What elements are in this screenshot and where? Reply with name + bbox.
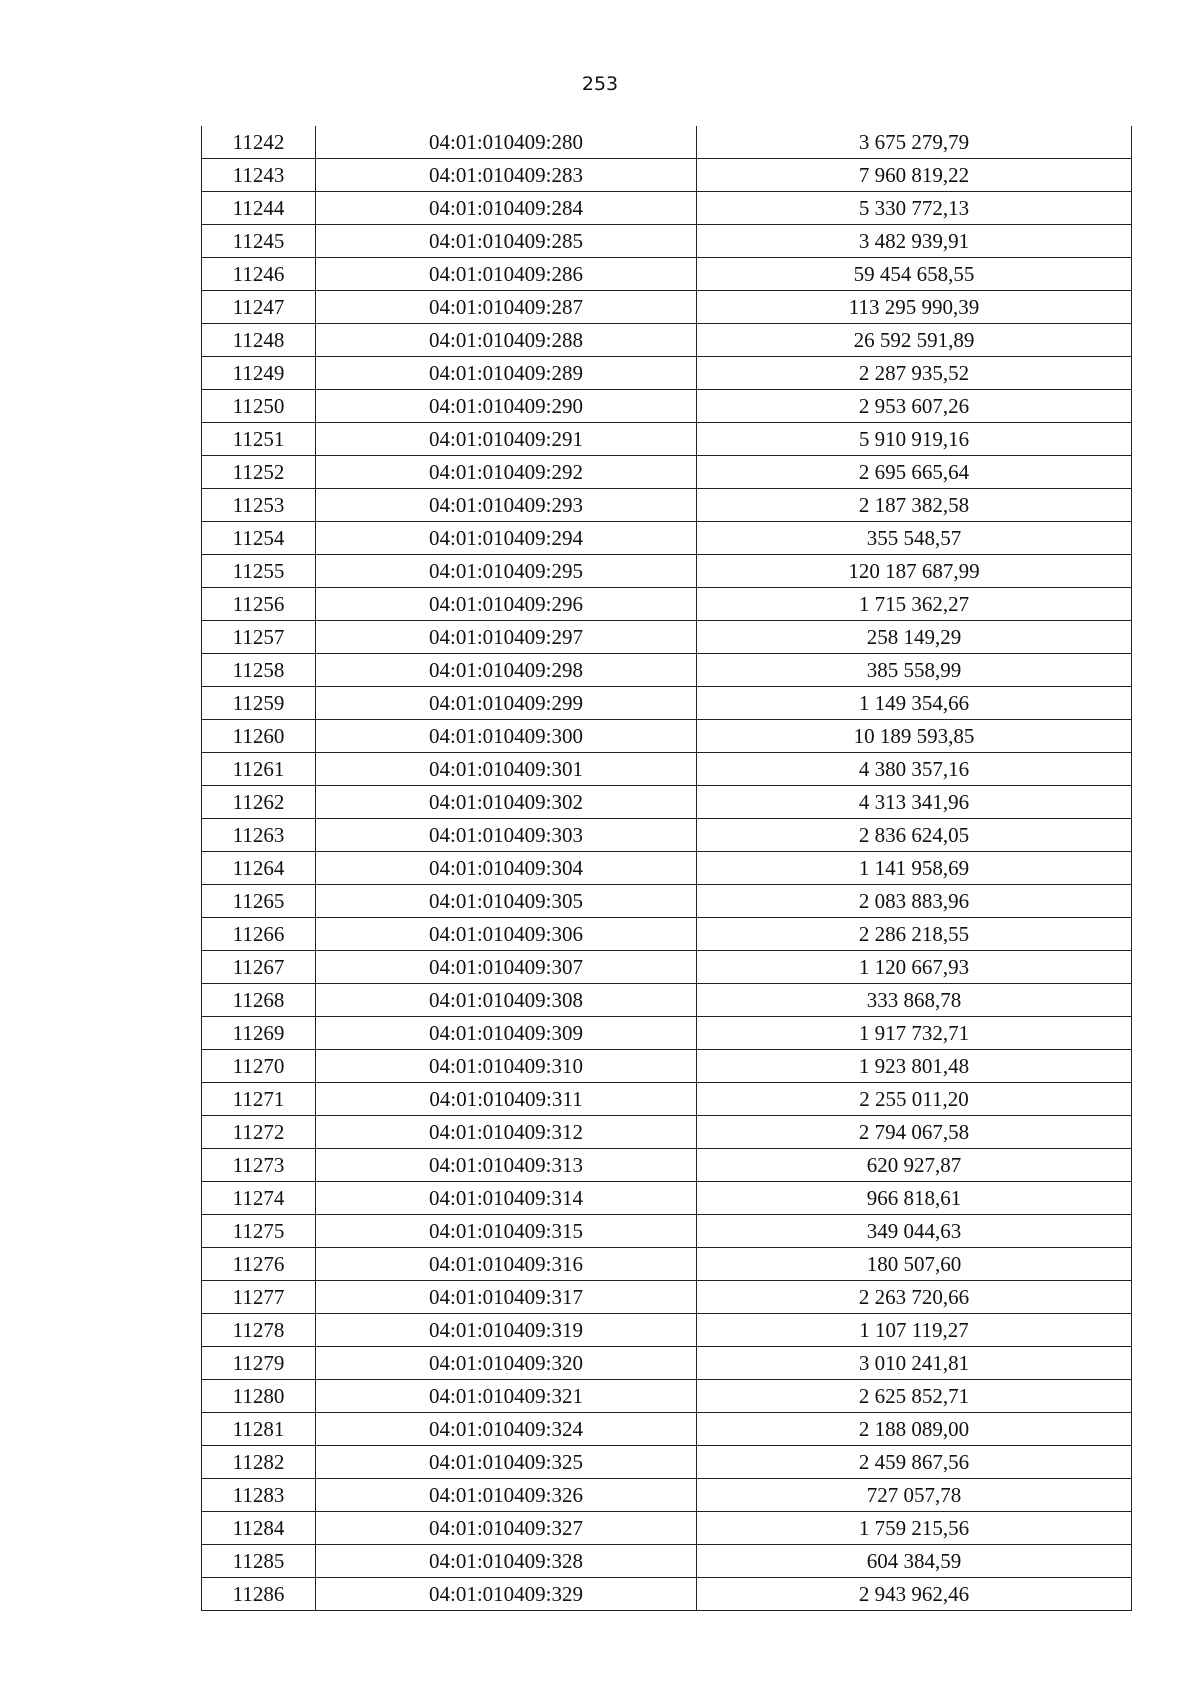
table-row: [202, 1380, 1132, 1413]
table-row: [202, 555, 1132, 588]
cadastral-number-cell: 04:01:010409:288: [316, 324, 697, 357]
row-number-cell: 11272: [202, 1116, 316, 1149]
cadastral-number-cell: 04:01:010409:312: [316, 1116, 697, 1149]
cadastral-number-cell: 04:01:010409:284: [316, 192, 697, 225]
value-cell: 333 868,78: [697, 984, 1132, 1017]
cadastral-number-cell: 04:01:010409:303: [316, 819, 697, 852]
cadastral-number-cell: 04:01:010409:287: [316, 291, 697, 324]
value-cell: 3 482 939,91: [697, 225, 1132, 258]
cadastral-number-cell: 04:01:010409:320: [316, 1347, 697, 1380]
value-cell: 2 188 089,00: [697, 1413, 1132, 1446]
value-cell: 2 943 962,46: [697, 1578, 1132, 1611]
row-number-cell: 11260: [202, 720, 316, 753]
row-number-cell: 11261: [202, 753, 316, 786]
table-row: [202, 819, 1132, 852]
table-row: [202, 753, 1132, 786]
value-cell: 4 313 341,96: [697, 786, 1132, 819]
table-row: [202, 1182, 1132, 1215]
cadastral-number-cell: 04:01:010409:291: [316, 423, 697, 456]
table-row: [202, 357, 1132, 390]
value-cell: 3 010 241,81: [697, 1347, 1132, 1380]
cadastral-number-cell: 04:01:010409:325: [316, 1446, 697, 1479]
value-cell: 2 695 665,64: [697, 456, 1132, 489]
cadastral-number-cell: 04:01:010409:321: [316, 1380, 697, 1413]
row-number-cell: 11256: [202, 588, 316, 621]
cadastral-number-cell: 04:01:010409:289: [316, 357, 697, 390]
row-number-cell: 11255: [202, 555, 316, 588]
row-number-cell: 11253: [202, 489, 316, 522]
value-cell: 26 592 591,89: [697, 324, 1132, 357]
row-number-cell: 11250: [202, 390, 316, 423]
value-cell: 620 927,87: [697, 1149, 1132, 1182]
table-row: [202, 291, 1132, 324]
value-cell: 1 120 667,93: [697, 951, 1132, 984]
table-row: [202, 1281, 1132, 1314]
cadastral-value-table: [201, 126, 1131, 1611]
table-row: [202, 1314, 1132, 1347]
row-number-cell: 11286: [202, 1578, 316, 1611]
value-cell: 727 057,78: [697, 1479, 1132, 1512]
cadastral-number-cell: 04:01:010409:298: [316, 654, 697, 687]
row-number-cell: 11280: [202, 1380, 316, 1413]
row-number-cell: 11247: [202, 291, 316, 324]
table-row: [202, 1446, 1132, 1479]
value-cell: 349 044,63: [697, 1215, 1132, 1248]
table-row: [202, 654, 1132, 687]
table-row: [202, 1083, 1132, 1116]
cadastral-number-cell: 04:01:010409:280: [316, 126, 697, 159]
value-cell: 2 263 720,66: [697, 1281, 1132, 1314]
cadastral-number-cell: 04:01:010409:314: [316, 1182, 697, 1215]
cadastral-number-cell: 04:01:010409:313: [316, 1149, 697, 1182]
table-row: [202, 1545, 1132, 1578]
table-row: [202, 192, 1132, 225]
row-number-cell: 11284: [202, 1512, 316, 1545]
row-number-cell: 11279: [202, 1347, 316, 1380]
table-row: [202, 951, 1132, 984]
row-number-cell: 11244: [202, 192, 316, 225]
cadastral-number-cell: 04:01:010409:329: [316, 1578, 697, 1611]
value-cell: 3 675 279,79: [697, 126, 1132, 159]
cadastral-number-cell: 04:01:010409:290: [316, 390, 697, 423]
table-row: [202, 1050, 1132, 1083]
row-number-cell: 11276: [202, 1248, 316, 1281]
cadastral-number-cell: 04:01:010409:297: [316, 621, 697, 654]
row-number-cell: 11270: [202, 1050, 316, 1083]
cadastral-number-cell: 04:01:010409:328: [316, 1545, 697, 1578]
cadastral-number-cell: 04:01:010409:286: [316, 258, 697, 291]
table-row: [202, 984, 1132, 1017]
value-cell: 1 759 215,56: [697, 1512, 1132, 1545]
table-row: [202, 390, 1132, 423]
table-row: [202, 1215, 1132, 1248]
row-number-cell: 11266: [202, 918, 316, 951]
row-number-cell: 11262: [202, 786, 316, 819]
table-row: [202, 423, 1132, 456]
table-row: [202, 918, 1132, 951]
row-number-cell: 11269: [202, 1017, 316, 1050]
row-number-cell: 11246: [202, 258, 316, 291]
cadastral-number-cell: 04:01:010409:308: [316, 984, 697, 1017]
value-cell: 2 286 218,55: [697, 918, 1132, 951]
cadastral-number-cell: 04:01:010409:307: [316, 951, 697, 984]
value-cell: 7 960 819,22: [697, 159, 1132, 192]
table-row: [202, 258, 1132, 291]
table-row: [202, 126, 1132, 159]
value-cell: 966 818,61: [697, 1182, 1132, 1215]
cadastral-number-cell: 04:01:010409:302: [316, 786, 697, 819]
table-row: [202, 1017, 1132, 1050]
cadastral-number-cell: 04:01:010409:285: [316, 225, 697, 258]
row-number-cell: 11242: [202, 126, 316, 159]
value-cell: 385 558,99: [697, 654, 1132, 687]
table-row: [202, 1413, 1132, 1446]
value-cell: 180 507,60: [697, 1248, 1132, 1281]
cadastral-number-cell: 04:01:010409:311: [316, 1083, 697, 1116]
row-number-cell: 11278: [202, 1314, 316, 1347]
row-number-cell: 11257: [202, 621, 316, 654]
table-row: [202, 159, 1132, 192]
cadastral-number-cell: 04:01:010409:294: [316, 522, 697, 555]
cadastral-number-cell: 04:01:010409:296: [316, 588, 697, 621]
page-number: 253: [581, 73, 619, 95]
value-cell: 5 910 919,16: [697, 423, 1132, 456]
cadastral-number-cell: 04:01:010409:304: [316, 852, 697, 885]
table-row: [202, 1149, 1132, 1182]
value-cell: 2 187 382,58: [697, 489, 1132, 522]
value-cell: 2 625 852,71: [697, 1380, 1132, 1413]
row-number-cell: 11259: [202, 687, 316, 720]
row-number-cell: 11263: [202, 819, 316, 852]
table-row: [202, 1347, 1132, 1380]
row-number-cell: 11281: [202, 1413, 316, 1446]
row-number-cell: 11277: [202, 1281, 316, 1314]
row-number-cell: 11273: [202, 1149, 316, 1182]
row-number-cell: 11274: [202, 1182, 316, 1215]
value-cell: 1 149 354,66: [697, 687, 1132, 720]
value-cell: 2 836 624,05: [697, 819, 1132, 852]
value-cell: 1 923 801,48: [697, 1050, 1132, 1083]
row-number-cell: 11248: [202, 324, 316, 357]
row-number-cell: 11285: [202, 1545, 316, 1578]
table-body: [202, 126, 1132, 1611]
table-row: [202, 522, 1132, 555]
table-row: [202, 324, 1132, 357]
cadastral-number-cell: 04:01:010409:305: [316, 885, 697, 918]
value-cell: 355 548,57: [697, 522, 1132, 555]
row-number-cell: 11264: [202, 852, 316, 885]
cadastral-number-cell: 04:01:010409:317: [316, 1281, 697, 1314]
cadastral-number-cell: 04:01:010409:306: [316, 918, 697, 951]
value-cell: 1 141 958,69: [697, 852, 1132, 885]
table-row: [202, 489, 1132, 522]
value-cell: 2 255 011,20: [697, 1083, 1132, 1116]
table-row: [202, 1578, 1132, 1611]
value-cell: 5 330 772,13: [697, 192, 1132, 225]
row-number-cell: 11267: [202, 951, 316, 984]
table-row: [202, 588, 1132, 621]
table-row: [202, 1512, 1132, 1545]
value-cell: 113 295 990,39: [697, 291, 1132, 324]
row-number-cell: 11245: [202, 225, 316, 258]
cadastral-number-cell: 04:01:010409:326: [316, 1479, 697, 1512]
table-row: [202, 1479, 1132, 1512]
cadastral-number-cell: 04:01:010409:309: [316, 1017, 697, 1050]
table-row: [202, 1116, 1132, 1149]
value-cell: 2 953 607,26: [697, 390, 1132, 423]
table-row: [202, 1248, 1132, 1281]
cadastral-number-cell: 04:01:010409:327: [316, 1512, 697, 1545]
row-number-cell: 11282: [202, 1446, 316, 1479]
value-cell: 4 380 357,16: [697, 753, 1132, 786]
value-cell: 2 083 883,96: [697, 885, 1132, 918]
value-cell: 1 715 362,27: [697, 588, 1132, 621]
row-number-cell: 11283: [202, 1479, 316, 1512]
data-table: [201, 126, 1132, 1611]
cadastral-number-cell: 04:01:010409:300: [316, 720, 697, 753]
value-cell: 2 794 067,58: [697, 1116, 1132, 1149]
value-cell: 1 107 119,27: [697, 1314, 1132, 1347]
table-row: [202, 687, 1132, 720]
row-number-cell: 11251: [202, 423, 316, 456]
value-cell: 59 454 658,55: [697, 258, 1132, 291]
row-number-cell: 11271: [202, 1083, 316, 1116]
cadastral-number-cell: 04:01:010409:324: [316, 1413, 697, 1446]
row-number-cell: 11249: [202, 357, 316, 390]
cadastral-number-cell: 04:01:010409:295: [316, 555, 697, 588]
table-row: [202, 225, 1132, 258]
row-number-cell: 11258: [202, 654, 316, 687]
row-number-cell: 11265: [202, 885, 316, 918]
cadastral-number-cell: 04:01:010409:283: [316, 159, 697, 192]
cadastral-number-cell: 04:01:010409:319: [316, 1314, 697, 1347]
table-row: [202, 720, 1132, 753]
cadastral-number-cell: 04:01:010409:316: [316, 1248, 697, 1281]
table-row: [202, 621, 1132, 654]
cadastral-number-cell: 04:01:010409:292: [316, 456, 697, 489]
value-cell: 1 917 732,71: [697, 1017, 1132, 1050]
cadastral-number-cell: 04:01:010409:301: [316, 753, 697, 786]
value-cell: 120 187 687,99: [697, 555, 1132, 588]
table-row: [202, 852, 1132, 885]
row-number-cell: 11275: [202, 1215, 316, 1248]
table-row: [202, 456, 1132, 489]
cadastral-number-cell: 04:01:010409:310: [316, 1050, 697, 1083]
value-cell: 2 459 867,56: [697, 1446, 1132, 1479]
row-number-cell: 11268: [202, 984, 316, 1017]
row-number-cell: 11243: [202, 159, 316, 192]
value-cell: 2 287 935,52: [697, 357, 1132, 390]
row-number-cell: 11254: [202, 522, 316, 555]
value-cell: 258 149,29: [697, 621, 1132, 654]
table-row: [202, 885, 1132, 918]
cadastral-number-cell: 04:01:010409:299: [316, 687, 697, 720]
value-cell: 10 189 593,85: [697, 720, 1132, 753]
cadastral-number-cell: 04:01:010409:293: [316, 489, 697, 522]
row-number-cell: 11252: [202, 456, 316, 489]
table-row: [202, 786, 1132, 819]
value-cell: 604 384,59: [697, 1545, 1132, 1578]
cadastral-number-cell: 04:01:010409:315: [316, 1215, 697, 1248]
